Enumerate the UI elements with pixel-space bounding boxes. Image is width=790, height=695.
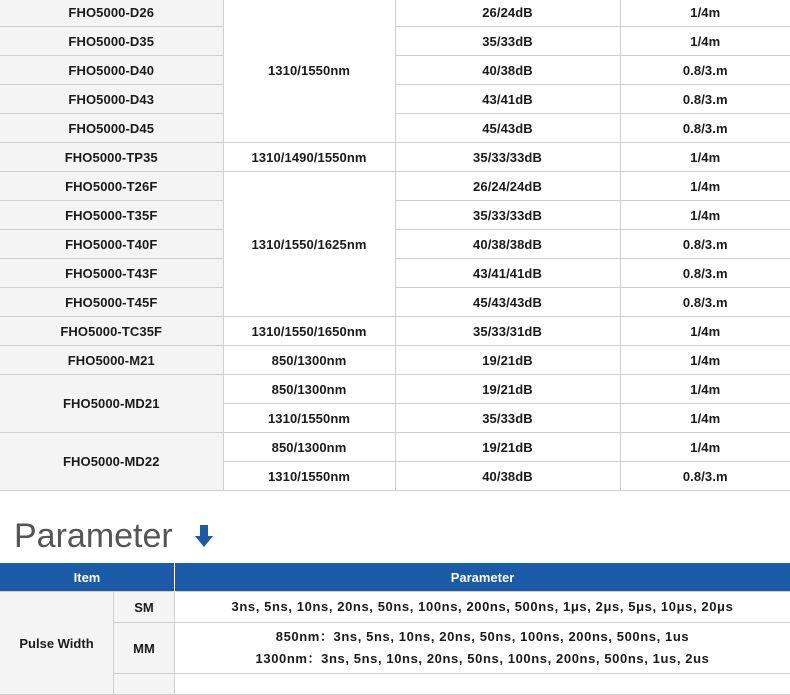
dynamic-range-cell: 45/43dB <box>395 114 620 143</box>
model-cell: FHO5000-T43F <box>0 259 223 288</box>
dead-zone-cell: 0.8/3.m <box>620 56 790 85</box>
sm-label: SM <box>114 592 175 623</box>
dynamic-range-cell: 40/38/38dB <box>395 230 620 259</box>
model-cell: FHO5000-M21 <box>0 346 223 375</box>
dynamic-range-cell: 35/33/31dB <box>395 317 620 346</box>
dynamic-range-cell: 35/33dB <box>395 404 620 433</box>
model-row <box>0 143 790 172</box>
model-row <box>0 230 790 259</box>
dead-zone-cell: 0.8/3.m <box>620 288 790 317</box>
pulse-width-mm-row <box>0 623 790 674</box>
model-cell: FHO5000-T45F <box>0 288 223 317</box>
wavelength-cell: 1310/1550/1650nm <box>223 317 395 346</box>
pulse-width-sm-row <box>0 592 790 623</box>
wavelength-cell: 850/1300nm <box>223 375 395 404</box>
model-row <box>0 27 790 56</box>
model-cell: FHO5000-D45 <box>0 114 223 143</box>
header-item: Item <box>0 563 175 592</box>
dead-zone-cell: 1/4m <box>620 433 790 462</box>
model-cell: FHO5000-MD22 <box>0 433 223 491</box>
model-row <box>0 114 790 143</box>
model-row <box>0 375 790 404</box>
wavelength-cell: 1310/1550nm <box>223 0 395 143</box>
dynamic-range-cell: 19/21dB <box>395 433 620 462</box>
dead-zone-cell: 0.8/3.m <box>620 85 790 114</box>
dead-zone-cell: 1/4m <box>620 201 790 230</box>
sm-value-text: 3ns, 5ns, 10ns, 20ns, 50ns, 100ns, 200ns, 500ns, 1μs, 2μs, 5μs, 10μs, 20μs <box>175 596 790 618</box>
dynamic-range-cell: 43/41dB <box>395 85 620 114</box>
model-row <box>0 433 790 462</box>
dead-zone-cell: 0.8/3.m <box>620 259 790 288</box>
model-cell: FHO5000-T26F <box>0 172 223 201</box>
wavelength-cell: 1310/1490/1550nm <box>223 143 395 172</box>
model-cell: FHO5000-D43 <box>0 85 223 114</box>
sm-value <box>175 592 790 623</box>
model-cell: FHO5000-D40 <box>0 56 223 85</box>
dynamic-range-cell: 19/21dB <box>395 346 620 375</box>
dead-zone-cell: 1/4m <box>620 404 790 433</box>
dead-zone-cell: 1/4m <box>620 0 790 27</box>
dynamic-range-cell: 35/33dB <box>395 27 620 56</box>
model-row <box>0 85 790 114</box>
dead-zone-cell: 1/4m <box>620 172 790 201</box>
model-cell: FHO5000-D26 <box>0 0 223 27</box>
model-cell: FHO5000-TP35 <box>0 143 223 172</box>
wavelength-cell: 850/1300nm <box>223 346 395 375</box>
model-row <box>0 172 790 201</box>
model-row <box>0 288 790 317</box>
dead-zone-cell: 1/4m <box>620 27 790 56</box>
header-parameter: Parameter <box>175 563 790 592</box>
model-row <box>0 201 790 230</box>
model-cell: FHO5000-T35F <box>0 201 223 230</box>
dynamic-range-cell: 26/24dB <box>395 0 620 27</box>
dynamic-range-cell: 40/38dB <box>395 56 620 85</box>
model-cell: FHO5000-MD21 <box>0 375 223 433</box>
dead-zone-cell: 1/4m <box>620 346 790 375</box>
parameter-table <box>0 563 790 695</box>
dynamic-range-cell: 35/33/33dB <box>395 201 620 230</box>
model-cell: FHO5000-D35 <box>0 27 223 56</box>
model-cell: FHO5000-T40F <box>0 230 223 259</box>
dead-zone-cell: 1/4m <box>620 143 790 172</box>
wavelength-cell: 1310/1550nm <box>223 462 395 491</box>
dynamic-range-cell: 40/38dB <box>395 462 620 491</box>
dead-zone-cell: 1/4m <box>620 375 790 404</box>
mm-value-line-1: 850nm：3ns, 5ns, 10ns, 20ns, 50ns, 100ns, 200ns, 500ns, 1us <box>175 626 790 648</box>
model-row <box>0 0 790 27</box>
dead-zone-cell: 1/4m <box>620 317 790 346</box>
dead-zone-cell: 0.8/3.m <box>620 114 790 143</box>
arrow-down-icon <box>195 525 213 547</box>
dead-zone-cell: 0.8/3.m <box>620 462 790 491</box>
dead-zone-cell: 0.8/3.m <box>620 230 790 259</box>
pulse-width-label: Pulse Width <box>0 592 114 695</box>
parameter-heading <box>14 514 213 558</box>
wavelength-cell: 850/1300nm <box>223 433 395 462</box>
model-row <box>0 56 790 85</box>
model-row <box>0 259 790 288</box>
dynamic-range-cell: 26/24/24dB <box>395 172 620 201</box>
wavelength-cell: 1310/1550nm <box>223 404 395 433</box>
model-row <box>0 346 790 375</box>
dynamic-range-cell: 43/41/41dB <box>395 259 620 288</box>
dynamic-range-cell: 19/21dB <box>395 375 620 404</box>
parameter-header-row <box>0 563 790 592</box>
mm-label: MM <box>114 623 175 674</box>
mm-value <box>175 623 790 674</box>
mm-value-line-2: 1300nm：3ns, 5ns, 10ns, 20ns, 50ns, 100ns, 200ns, 500ns, 1us, 2us <box>175 648 790 670</box>
dynamic-range-cell: 35/33/33dB <box>395 143 620 172</box>
wavelength-cell: 1310/1550/1625nm <box>223 172 395 317</box>
model-row <box>0 317 790 346</box>
dynamic-range-cell: 45/43/43dB <box>395 288 620 317</box>
model-cell: FHO5000-TC35F <box>0 317 223 346</box>
parameter-title: Parameter <box>14 517 173 556</box>
